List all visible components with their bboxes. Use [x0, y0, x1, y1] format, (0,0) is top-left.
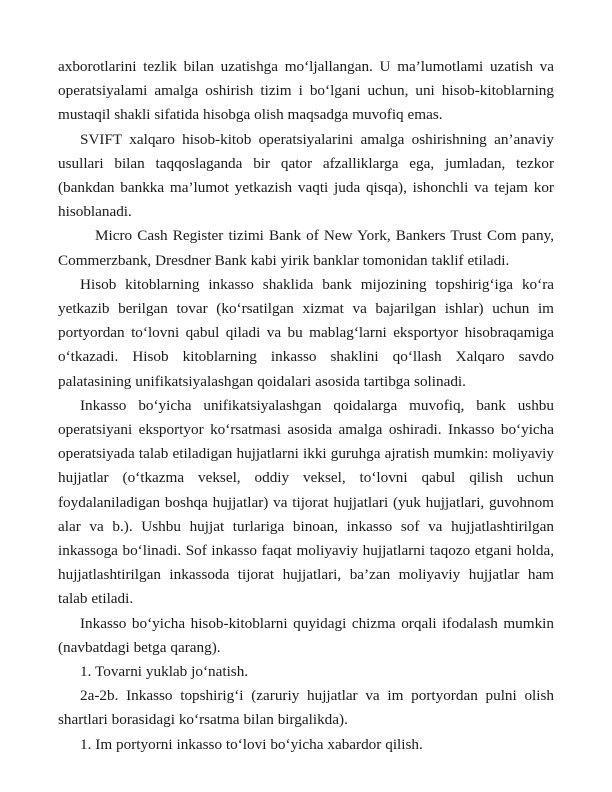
paragraph-swift: SVIFT xalqaro hisob-kitob operatsiyalarini amalga oshirishning an’anaviy usullari bilan taqqoslaganda bir qator afzalliklarga ega, jumladan, tezkor (bankdan bankka ma’lumot yetkazish vaqti juda qisqa), ishonchli va tejam kor hisoblanadi.: [58, 130, 554, 221]
paragraph-continuation: axborotlarini tezlik bilan uzatishga moʻljallangan. U ma’lumotlami uzatish va operatsiyalami amalga oshirish tizim i boʻlgani uchun, uni hisob-kitoblarning mustaqil shakli sifatida hisobga olish maqsadga muvofiq emas.: [58, 58, 554, 124]
paragraph-micro-cash-register: Micro Cash Register tizimi Bank of New York, Bankers Trust Com pany, Commerzbank, Dresdner Bank kabi yirik banklar tomonidan taklif etiladi.: [58, 227, 554, 269]
paragraph-unified-rules: Inkasso boʻyicha unifikatsiyalashgan qoidalarga muvofiq, bank ushbu operatsiyani eksportyor koʻrsatmasi asosida amalga oshiradi. Inkasso boʻyicha operatsiyada talab etiladigan hujjatlarni ikki guruhga ajratish mumkin: moliyaviy hujjatlar (oʻtkazma veksel, oddiy veksel, toʻlovni qabul qilish uchun foydalaniladigan boshqa hujjatlar) va tijorat hujjatlari (yuk hujjatlari, guvohnom alar va b.). Ushbu hujjat turlariga binoan, inkasso sof va hujjatlashtirilgan inkassoga boʻlinadi. Sof inkasso faqat moliyaviy hujjatlarni taqozo etgani holda, hujjatlashtirilgan inkassoda tijorat hujjatlari, ba’zan moliyaviy hujjatlar ham talab etiladi.: [58, 396, 554, 608]
list-item-1-importer-notice: 1. Im portyorni inkasso toʻlovi boʻyicha xabardor qilish.: [80, 735, 423, 753]
paragraph-scheme-reference: Inkasso boʻyicha hisob-kitoblarni quyidagi chizma orqali ifodalash mumkin (navbatdagi betga qarang).: [58, 614, 554, 656]
paragraph-inkasso-form: Hisob kitoblarning inkasso shaklida bank mijozining topshirigʻiga koʻra yetkazib berilgan tovar (koʻrsatilgan xizmat va bajarilgan ishlar) uchun im portyordan toʻlovni qabul qiladi va bu mablagʻlarni eksportyor hisobraqamiga oʻtkazadi. Hisob kitoblarning inkasso shaklini qoʻllash Xalqaro savdo palatasining unifikatsiyalashgan qoidalari asosida tartibga solinadi.: [58, 275, 554, 390]
text-column: [58, 55, 554, 757]
list-item-1-shipment: 1. Tovarni yuklab joʻnatish.: [80, 663, 249, 681]
list-item-2a-2b-inkasso-order: 2a-2b. Inkasso topshirigʻi (zaruriy hujjatlar va im portyordan pulni olish shartlari borasidagi koʻrsatma bilan birgalikda).: [58, 687, 554, 729]
